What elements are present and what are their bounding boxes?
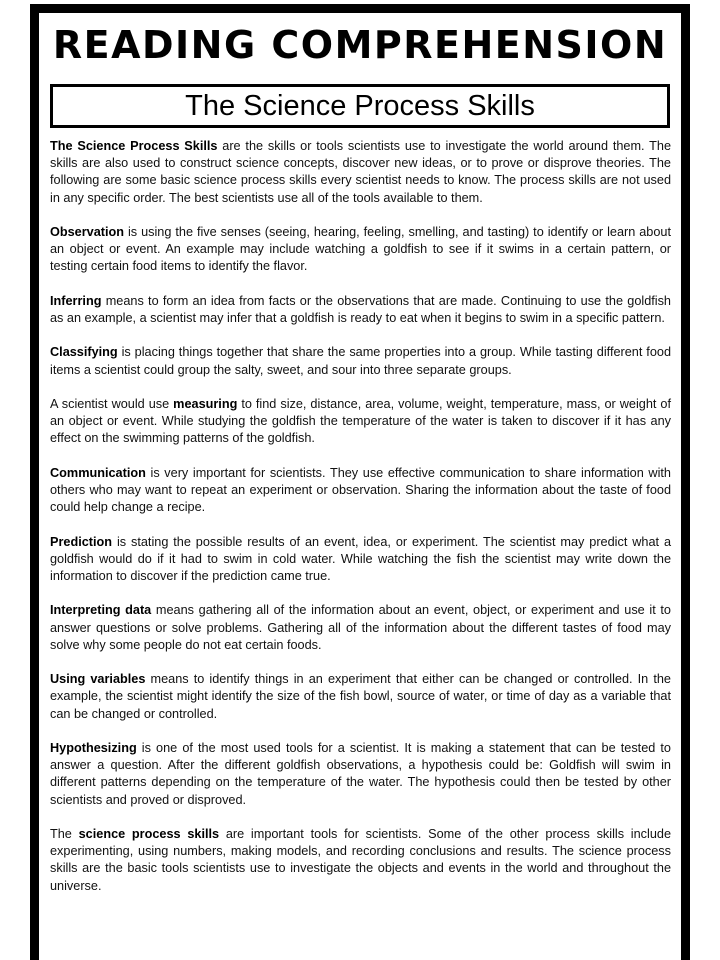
skill-term: Observation	[50, 225, 125, 239]
paragraph-inferring	[50, 293, 671, 327]
paragraph-text: means gathering all of the information about an event, object, or experiment and use it to answer questions or solve problems. Gathering all of the information about the different tastes of food may solve why some people do not eat certain foods.	[50, 603, 671, 652]
paragraph-measuring	[50, 396, 671, 448]
paragraph-using-variables	[50, 671, 671, 723]
subtitle-box	[50, 84, 670, 128]
paragraph-conclusion	[50, 826, 671, 895]
skill-term: Hypothesizing	[50, 740, 137, 755]
paragraph-text: is very important for scientists. They use effective communication to share information with others who may want to repeat an experiment or observation. Sharing the information about the taste of food could help change a recipe.	[50, 465, 671, 515]
paragraph-text: means to form an idea from facts or the observations that are made. Continuing to use the goldfish as an example, a scientist may infer that a goldfish is ready to eat when it begins to swim in a specific pattern.	[50, 293, 671, 325]
paragraph-text: is one of the most used tools for a scientist. It is making a statement that can be tested to answer a question. After the different goldfish observations, a hypothesis could be: Goldfish will swim in different patterns depending on the temperature of the water. The hypothesis could then be tested by other scientists and proved or disproved.	[50, 740, 671, 807]
paragraph-classifying	[50, 344, 671, 378]
paragraph-text: means to identify things in an experiment that either can be changed or controlled. In the example, the scientist might identify the size of the fish bowl, source of water, or time of day as a variable that can be changed or controlled.	[50, 672, 671, 721]
subtitle: The Science Process Skills	[185, 90, 535, 122]
skill-term: science process skills	[78, 826, 220, 841]
paragraph-communication	[50, 465, 671, 517]
worksheet-page	[39, 13, 681, 960]
worksheet-border	[30, 4, 690, 960]
reading-passage	[50, 138, 671, 912]
skill-term: measuring	[173, 396, 238, 411]
paragraph-observation	[50, 224, 671, 276]
page-title: READING COMPREHENSION	[52, 23, 668, 67]
paragraph-hypothesizing	[50, 740, 671, 809]
paragraph-text: is placing things together that share the same properties into a group. While tasting different food items a scientist could group the salty, sweet, and sour into three separate groups.	[50, 345, 671, 377]
skill-term: Communication	[50, 465, 146, 480]
paragraph-lead: The	[50, 826, 79, 841]
paragraph-text: to find size, distance, area, volume, weight, temperature, mass, or weight of an object or event. While studying the goldfish the temperature of the water is taken to discover if it has any effect on the swimming patterns of the goldfish.	[50, 396, 671, 446]
paragraph-text: are important tools for scientists. Some of the other process skills include experimenting, using numbers, making models, and recording conclusions and results. The science process skills are the basic tools scientists use to investigate the objects and events in the world and throughout the universe.	[50, 826, 672, 893]
paragraph-intro	[50, 138, 671, 207]
paragraph-text: are the skills or tools scientists use to investigate the world around them. The skills are also used to construct science concepts, discover new ideas, or to prove or disprove theories. The following are some basic science process skills every scientist needs to know. The process skills are not used in any specific order. The best scientists use all of the tools available to them.	[50, 139, 671, 205]
skill-term: Using variables	[50, 672, 146, 687]
skill-term: Interpreting data	[50, 603, 152, 618]
paragraph-interpreting-data	[50, 602, 671, 654]
paragraph-lead: A scientist would use	[50, 396, 174, 411]
paragraph-prediction	[50, 534, 671, 586]
skill-term: The Science Process Skills	[50, 139, 218, 153]
paragraph-text: is using the five senses (seeing, hearing, feeling, smelling, and tasting) to identify or learn about an object or event. An example may include watching a goldfish to see if it swims in a certain pattern, or testing certain food items to identify the flavor.	[50, 225, 671, 274]
skill-term: Classifying	[50, 345, 118, 360]
skill-term: Prediction	[50, 534, 113, 549]
paragraph-text: is stating the possible results of an event, idea, or experiment. The scientist may predict what a goldfish would do if it had to swim in cold water. While watching the fish the scientist may write down the information to discover if the prediction came true.	[50, 534, 671, 583]
skill-term: Inferring	[50, 293, 102, 308]
